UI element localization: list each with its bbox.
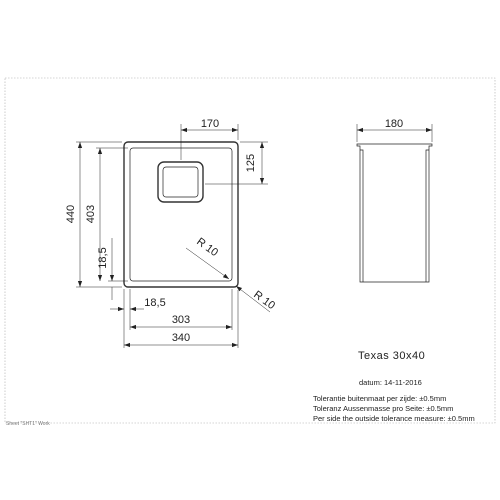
sheet-label: Sheet "SHT1" Work bbox=[6, 421, 50, 427]
sink-outer-rim bbox=[124, 142, 238, 287]
radius-label-inner: R 10 bbox=[194, 235, 221, 260]
dimension-label-440: 440 bbox=[65, 204, 77, 224]
dimension-inner-width bbox=[130, 314, 232, 327]
dimension-side-width bbox=[357, 118, 432, 142]
dimension-label-18-5-horizontal: 18,5 bbox=[144, 297, 166, 309]
dimension-label-170: 170 bbox=[200, 118, 220, 130]
dimension-left-offset bbox=[110, 297, 166, 309]
radius-inner-callout bbox=[186, 236, 229, 279]
drain-inner bbox=[163, 167, 198, 197]
dimension-label-18-5-vertical: 18,5 bbox=[97, 247, 109, 269]
title-block bbox=[313, 350, 475, 423]
tolerance-english: Per side the outside tolerance measure: ±0.5mm bbox=[313, 414, 475, 423]
dimension-label-340: 340 bbox=[171, 332, 191, 344]
dimension-label-180: 180 bbox=[384, 118, 404, 130]
model-name: Texas 30x40 bbox=[358, 350, 426, 362]
dimension-label-303: 303 bbox=[171, 314, 191, 326]
drain-outer bbox=[158, 162, 203, 202]
sink-top-view bbox=[124, 142, 238, 287]
radius-outer-callout bbox=[236, 286, 277, 312]
tolerance-german: Toleranz Aussenmasse pro Seite: ±0.5mm bbox=[313, 404, 454, 413]
dimension-label-125: 125 bbox=[245, 153, 257, 173]
sink-side-view bbox=[357, 144, 432, 282]
radius-label-outer: R 10 bbox=[251, 288, 278, 313]
tolerance-dutch: Tolerantie buitenmaat per zijde: ±0.5mm bbox=[313, 394, 447, 403]
dimension-top-width bbox=[181, 118, 238, 160]
drawing-date: datum: 14-11-2016 bbox=[359, 378, 422, 387]
dimension-outer-width bbox=[124, 332, 238, 345]
dimension-label-403: 403 bbox=[85, 204, 97, 224]
sink-bowl-inner bbox=[130, 148, 232, 281]
